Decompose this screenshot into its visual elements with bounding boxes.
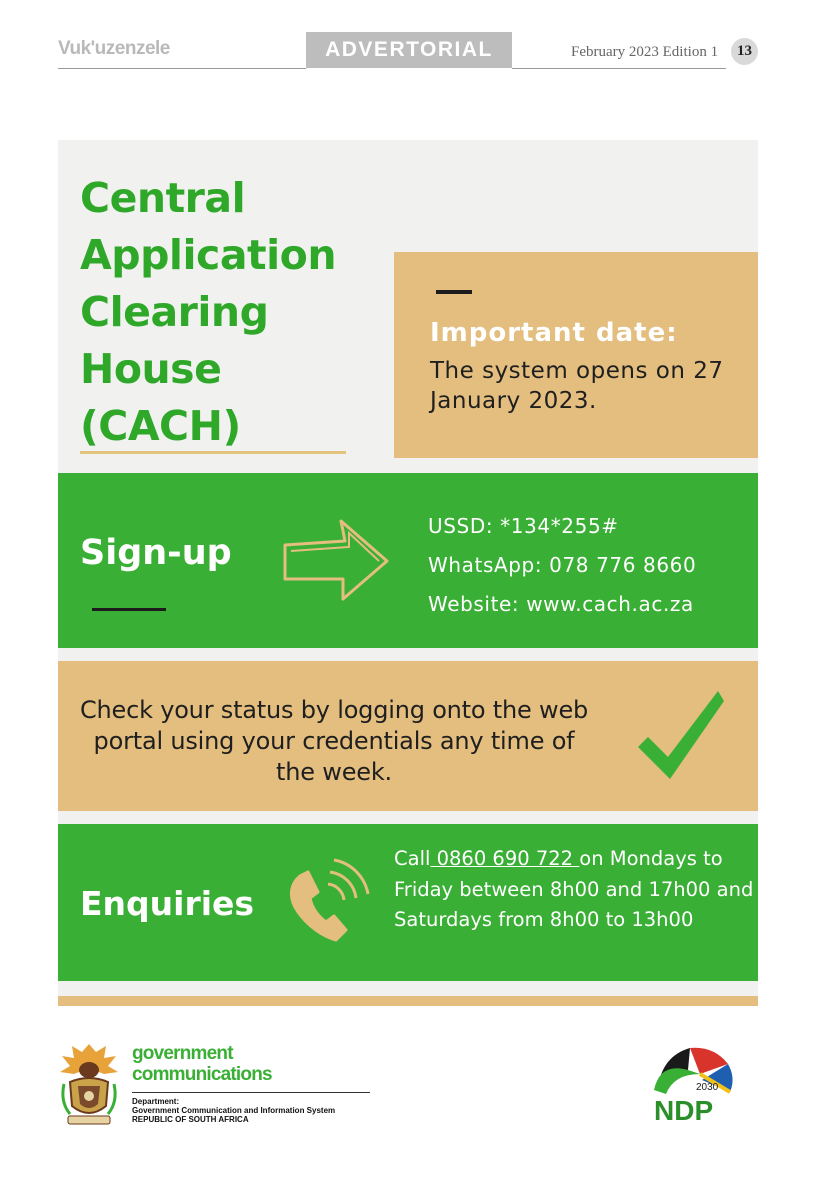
header-rule-right <box>512 68 726 69</box>
decorative-dash <box>436 290 472 294</box>
gcis-country: REPUBLIC OF SOUTH AFRICA <box>132 1115 249 1124</box>
masthead: Vuk'uzenzele <box>58 38 170 59</box>
title-line: Clearing <box>80 288 269 336</box>
signup-ussd: USSD: *134*255# <box>428 514 619 538</box>
title-underline <box>80 451 346 454</box>
enquiries-text <box>394 844 756 936</box>
title-line: House <box>80 345 222 393</box>
signup-channels <box>428 507 696 624</box>
signup-heading: Sign-up <box>80 533 232 573</box>
checkmark-icon <box>632 685 728 785</box>
gcis-dept-name: Government Communication and Information System <box>132 1106 336 1115</box>
call-hours: on Mondays to Friday between 8h00 and 17h00 and Saturdays from 8h00 to 13h00 <box>394 847 754 931</box>
signup-section <box>58 473 758 648</box>
gcis-rule <box>132 1092 370 1093</box>
ndp-label: NDP <box>654 1095 714 1124</box>
gcis-department <box>132 1097 335 1124</box>
phone-icon <box>280 854 370 950</box>
header-rule-left <box>58 68 306 69</box>
section-label: ADVERTORIAL <box>306 32 512 68</box>
enquiries-phone-number: 0860 690 722 <box>430 847 580 870</box>
important-date-box <box>394 252 758 458</box>
coat-of-arms-logo <box>56 1040 122 1128</box>
gcis-dept-label: Department: <box>132 1097 180 1106</box>
status-text: Check your status by logging onto the web portal using your credentials any time of the week. <box>79 696 589 786</box>
ndp-year: 2030 <box>696 1082 719 1093</box>
enquiries-heading: Enquiries <box>80 884 255 923</box>
title-line: Central <box>80 174 246 222</box>
title-line: (CACH) <box>80 402 241 450</box>
poster-title <box>80 170 336 455</box>
signup-website: Website: www.cach.ac.za <box>428 592 694 616</box>
gcis-wordmark <box>132 1043 272 1085</box>
signup-whatsapp: WhatsApp: 078 776 8660 <box>428 553 697 577</box>
cach-advert <box>58 140 758 1006</box>
edition-label: February 2023 Edition 1 <box>571 44 719 60</box>
enquiries-section <box>58 824 758 981</box>
gcis-line2: communications <box>132 1064 272 1085</box>
status-section <box>58 661 758 811</box>
call-prefix: Call <box>394 847 431 870</box>
important-date-label: Important date: <box>430 318 678 348</box>
important-date-text: The system opens on 27 January 2023. <box>430 358 724 414</box>
decorative-dash <box>92 608 166 611</box>
title-line: Application <box>80 231 337 279</box>
arrow-right-icon <box>281 517 393 603</box>
bottom-strip <box>58 996 758 1006</box>
page-number: 13 <box>731 38 758 65</box>
gcis-line1: government <box>132 1043 233 1064</box>
ndp-logo <box>644 1040 738 1124</box>
